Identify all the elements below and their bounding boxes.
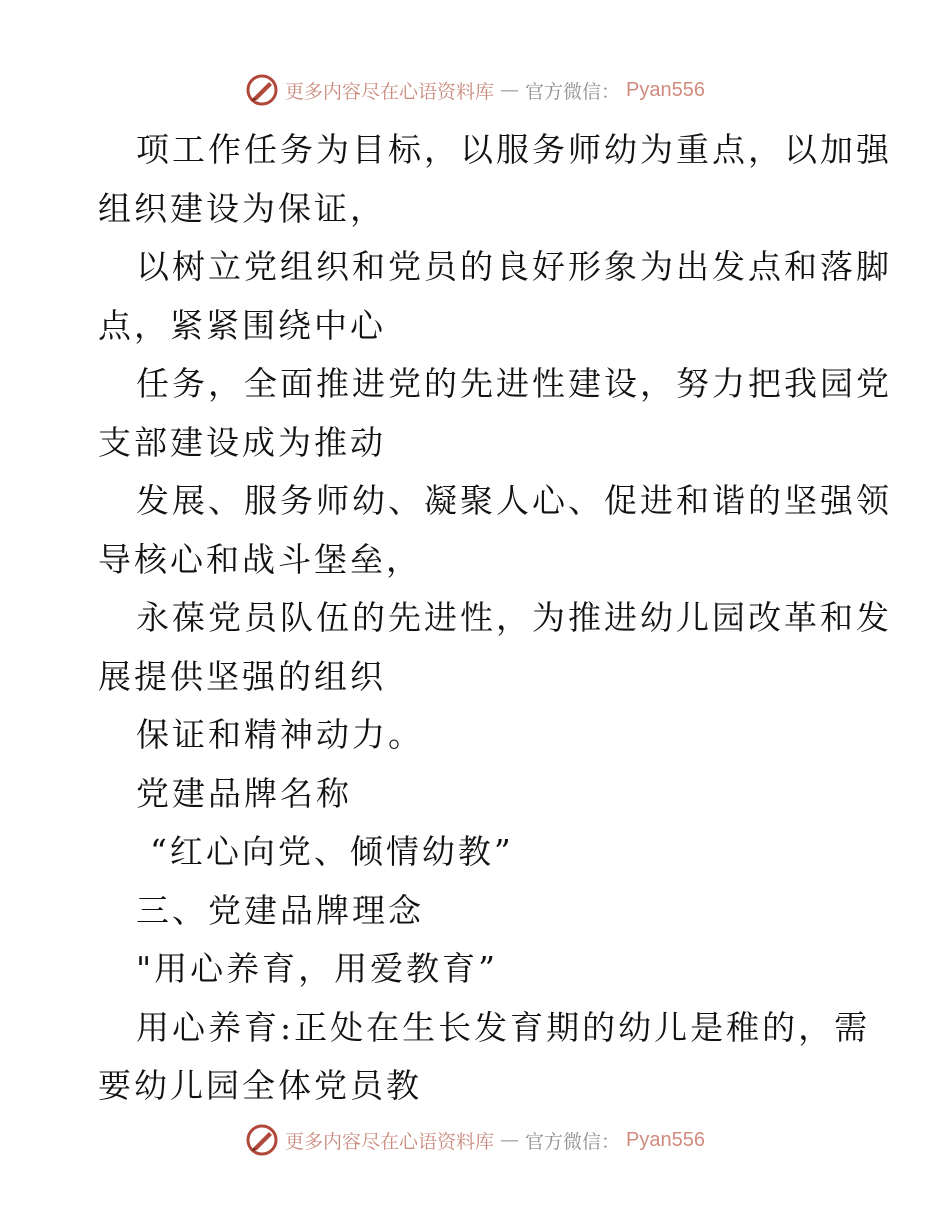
section-heading-brand-name: 党建品牌名称 [136, 773, 352, 813]
body-line: 展提供坚强的组织 [98, 656, 386, 696]
pen-logo-icon [245, 73, 279, 107]
body-line: 保证和精神动力。 [136, 715, 424, 754]
header-dash: — [500, 79, 520, 101]
document-body [98, 121, 892, 1116]
body-line: 组织建设为保证， [98, 188, 386, 228]
footer-wechat-id: Pyan556 [626, 1128, 705, 1151]
header-wechat-label: 官方微信： [525, 80, 621, 103]
footer-wechat-label: 官方微信： [525, 1130, 621, 1153]
section-heading-brand-concept: 三、党建品牌理念 [136, 890, 424, 930]
body-line: 发展、服务师幼、凝聚人心、促进和谐的坚强领 [136, 481, 892, 520]
body-line: 支部建设成为推动 [98, 422, 386, 462]
header-wechat-id: Pyan556 [626, 78, 705, 101]
body-line: 导核心和战斗堡垒， [98, 539, 422, 579]
body-line: 任务，全面推进党的先进性建设，努力把我园党 [136, 364, 892, 403]
body-line: 要幼儿园全体党员教 [98, 1066, 422, 1105]
footer-watermark [0, 1120, 950, 1160]
brand-concept: "用心养育，用爱教育” [136, 949, 499, 988]
body-line: 点，紧紧围绕中心 [98, 305, 386, 345]
footer-site-text: 更多内容尽在心语资料库 [285, 1130, 495, 1153]
body-line: 项工作任务为目标，以服务师幼为重点，以加强 [136, 130, 892, 169]
pen-logo-icon [245, 1123, 279, 1157]
brand-name: “红心向党、倾情幼教” [150, 832, 514, 871]
body-line: 以树立党组织和党员的良好形象为出发点和落脚 [136, 247, 892, 286]
header-watermark [0, 70, 950, 110]
body-line: 用心养育:正处在生长发育期的幼儿是稚的，需 [136, 1007, 871, 1047]
header-site-text: 更多内容尽在心语资料库 [285, 80, 495, 103]
footer-dash: — [500, 1129, 520, 1151]
body-line: 永葆党员队伍的先进性，为推进幼儿园改革和发 [136, 598, 892, 637]
